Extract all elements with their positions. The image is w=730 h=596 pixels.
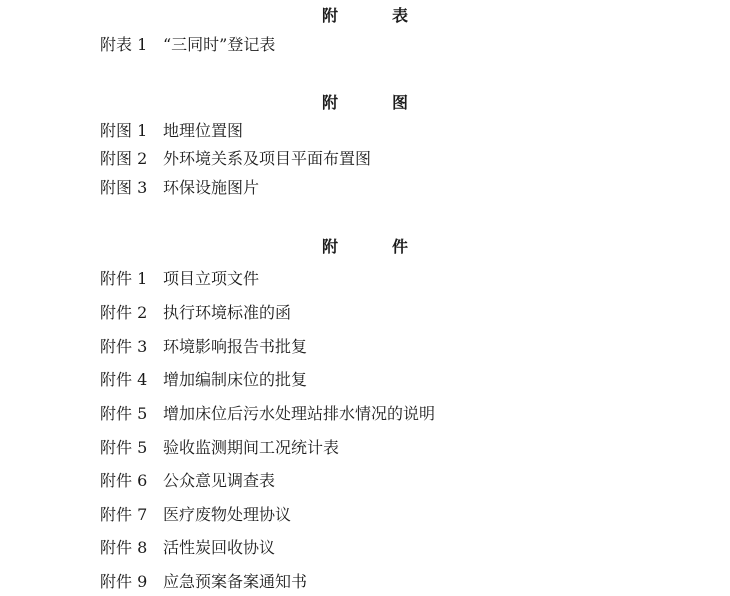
item-text: “三同时”登记表 [163,35,276,54]
list-item-figure-2 [100,149,371,169]
figures-heading-char-1: 附 [321,93,338,112]
item-label: 附图 1 [100,121,148,140]
tables-heading-char-2: 表 [392,6,409,25]
item-label: 附件 5 [100,404,148,423]
item-label: 附件 4 [100,370,148,389]
list-item-attachment-1 [100,269,259,289]
item-text: 活性炭回收协议 [163,538,276,557]
item-text: 环境影响报告书批复 [163,337,308,356]
list-item-attachment-8 [100,538,275,558]
item-text: 执行环境标准的函 [163,303,292,322]
item-text: 验收监测期间工况统计表 [163,438,340,457]
list-item-attachment-4 [100,370,307,390]
item-label: 附件 6 [100,471,148,490]
list-item-table-1 [100,35,275,55]
list-item-figure-3 [100,178,259,198]
item-label: 附表 1 [100,35,148,54]
item-label: 附图 3 [100,178,148,197]
figures-heading [0,93,730,113]
item-label: 附件 5 [100,438,148,457]
item-text: 公众意见调查表 [163,471,276,490]
item-text: 环保设施图片 [163,178,260,197]
item-label: 附件 7 [100,505,148,524]
item-text: 增加床位后污水处理站排水情况的说明 [163,404,436,423]
list-item-attachment-9 [100,572,307,592]
item-text: 增加编制床位的批复 [163,370,308,389]
list-item-attachment-3 [100,337,307,357]
figures-heading-char-2: 图 [392,93,409,112]
item-text: 地理位置图 [163,121,244,140]
attachments-heading [0,237,730,257]
item-label: 附图 2 [100,149,148,168]
item-label: 附件 9 [100,572,148,591]
item-label: 附件 1 [100,269,148,288]
item-text: 医疗废物处理协议 [163,505,292,524]
attachments-heading-char-1: 附 [321,237,338,256]
item-label: 附件 3 [100,337,148,356]
item-text: 应急预案备案通知书 [163,572,308,591]
list-item-attachment-7 [100,505,291,525]
item-text: 外环境关系及项目平面布置图 [163,149,372,168]
list-item-figure-1 [100,121,243,141]
attachments-heading-char-2: 件 [392,237,409,256]
list-item-attachment-2 [100,303,291,323]
tables-heading-char-1: 附 [321,6,338,25]
item-text: 项目立项文件 [163,269,260,288]
list-item-attachment-5 [100,404,435,424]
item-label: 附件 8 [100,538,148,557]
tables-heading [0,6,730,26]
list-item-attachment-6 [100,471,275,491]
item-label: 附件 2 [100,303,148,322]
list-item-attachment-5b [100,438,339,458]
